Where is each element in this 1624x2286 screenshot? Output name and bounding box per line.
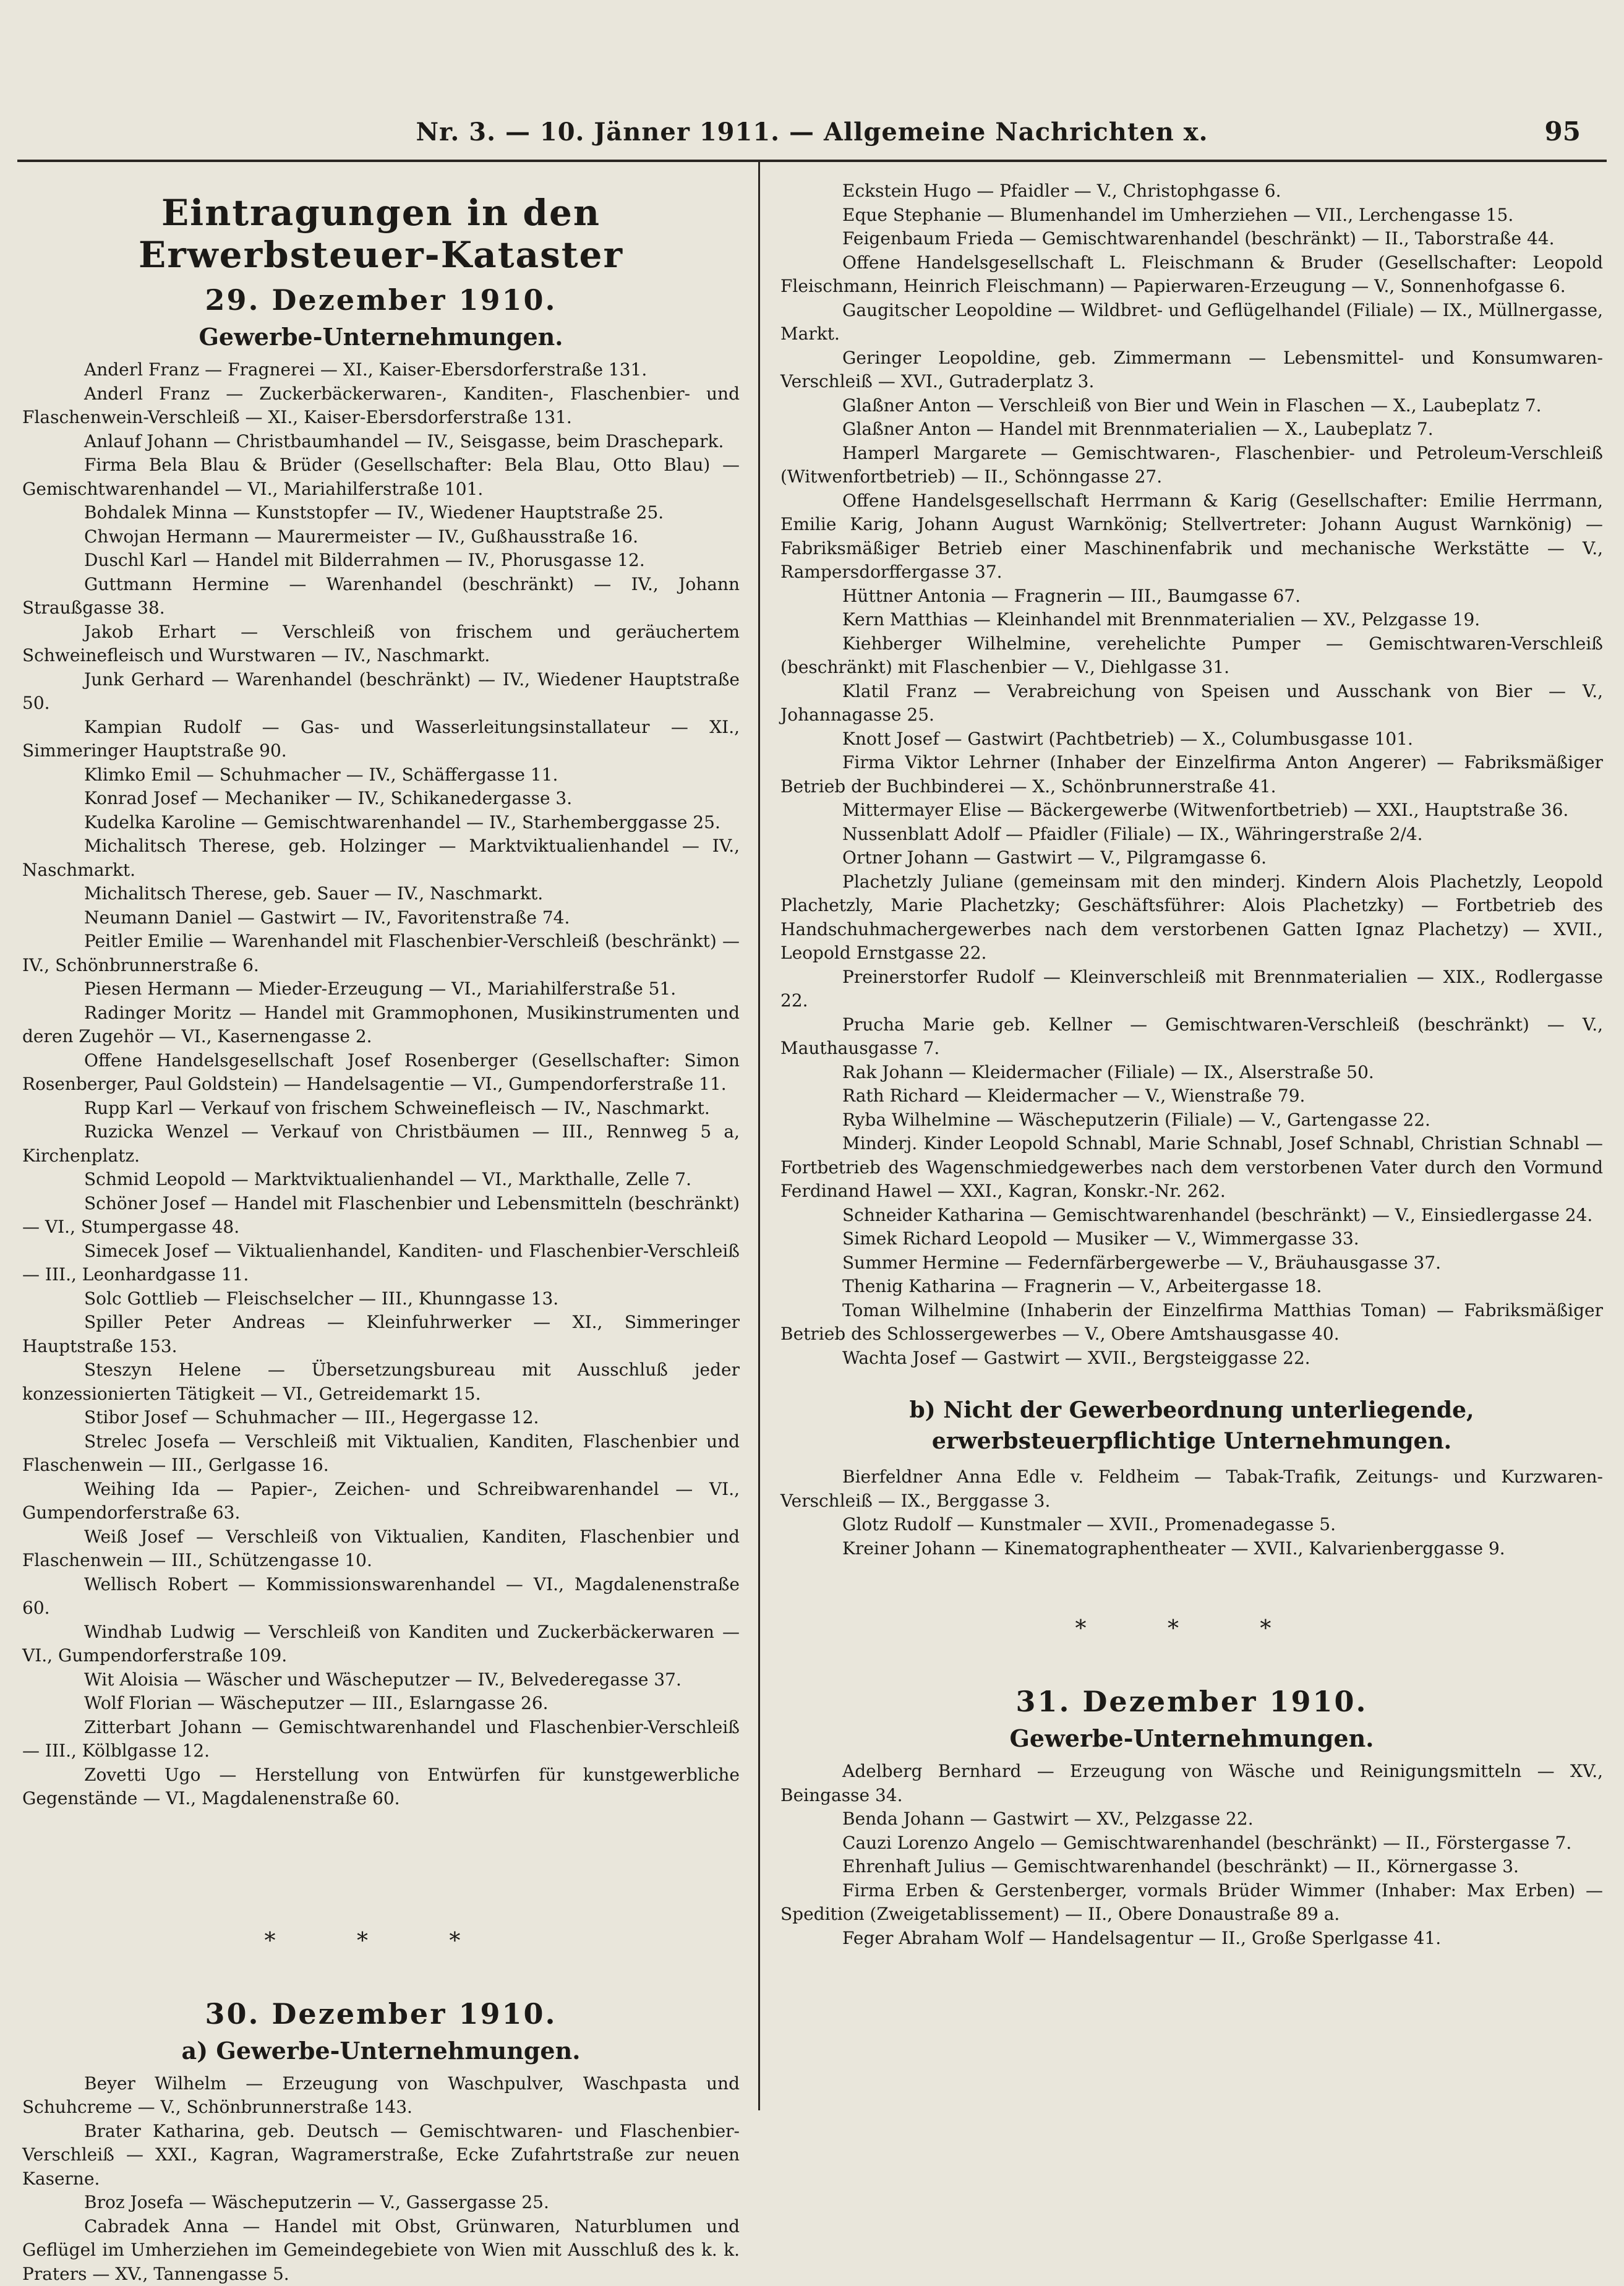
section-heading-31: Gewerbe-Unternehmungen. [780, 1724, 1603, 1752]
register-entry: Junk Gerhard — Warenhandel (beschränkt) — IV., Wiedener Hauptstraße 50. [22, 668, 740, 716]
register-entry: Hamperl Margarete — Gemischtwaren-, Flaschenbier- und Petroleum-Verschleiß (Witwenfortbetrieb) — II., Schönngasse 27. [780, 442, 1603, 489]
register-entry: Cabradek Anna — Handel mit Obst, Grünwaren, Naturblumen und Geflügel im Umherziehen im Gemeindegebiete von Wien mit Ausschluß des k. k. Praters — XV., Tannengasse 5. [22, 2215, 740, 2286]
register-entry: Rak Johann — Kleidermacher (Filiale) — IX., Alserstraße 50. [780, 1061, 1603, 1085]
separator-asterisks: * * * [780, 1616, 1603, 1642]
register-entry: Chwojan Hermann — Maurermeister — IV., Gußhausstraße 16. [22, 525, 740, 549]
header-rule [17, 160, 1607, 162]
register-entry: Kreiner Johann — Kinematographentheater — XVII., Kalvarienberggasse 9. [780, 1537, 1603, 1561]
register-entry: Preinerstorfer Rudolf — Kleinverschleiß mit Brennmaterialien — XIX., Rodlergasse 22. [780, 965, 1603, 1013]
register-entry: Brater Katharina, geb. Deutsch — Gemischtwaren- und Flaschenbier-Verschleiß — XXI., Kagran, Wagramerstraße, Ecke Zufahrtstraße zur neuen Kaserne. [22, 2120, 740, 2191]
register-entry: Kudelka Karoline — Gemischtwarenhandel — IV., Starhemberggasse 25. [22, 811, 740, 835]
register-entry: Glotz Rudolf — Kunstmaler — XVII., Promenadegasse 5. [780, 1513, 1603, 1537]
column-divider [758, 162, 760, 2110]
register-entry: Anlauf Johann — Christbaumhandel — IV., Seisgasse, beim Draschepark. [22, 430, 740, 454]
register-entry: Eque Stephanie — Blumenhandel im Umherziehen — VII., Lerchengasse 15. [780, 203, 1603, 228]
register-entry: Firma Viktor Lehrner (Inhaber der Einzelfirma Anton Angerer) — Fabriksmäßiger Betrieb der Buchbinderei — X., Schönbrunnerstraße 41. [780, 751, 1603, 798]
register-entry: Zovetti Ugo — Herstellung von Entwürfen für kunstgewerbliche Gegenstände — VI., Magdalenenstraße 60. [22, 1763, 740, 1811]
register-entry: Thenig Katharina — Fragnerin — V., Arbeitergasse 18. [780, 1275, 1603, 1299]
register-entry: Neumann Daniel — Gastwirt — IV., Favoritenstraße 74. [22, 906, 740, 930]
section-heading-30b: b) Nicht der Gewerbeordnung unterliegende, erwerbsteuerpflichtige Unternehmungen. [805, 1395, 1578, 1457]
register-entry: Schneider Katharina — Gemischtwarenhandel (beschränkt) — V., Einsiedlergasse 24. [780, 1204, 1603, 1228]
main-title: Eintragungen in den Erwerbsteuer-Kataster [22, 192, 740, 276]
register-entry: Summer Hermine — Federnfärbergewerbe — V., Bräuhausgasse 37. [780, 1251, 1603, 1275]
register-entry: Offene Handelsgesellschaft Josef Rosenberger (Gesellschafter: Simon Rosenberger, Paul Goldstein) — Handelsagentie — VI., Gumpendorferstraße 11. [22, 1049, 740, 1097]
register-entry: Weihing Ida — Papier-, Zeichen- und Schreibwarenhandel — VI., Gumpendorferstraße 63. [22, 1478, 740, 1525]
register-entry: Nussenblatt Adolf — Pfaidler (Filiale) — IX., Währingerstraße 2/4. [780, 823, 1603, 847]
register-entry: Ortner Johann — Gastwirt — V., Pilgramgasse 6. [780, 846, 1603, 870]
entry-list-31 [780, 1760, 1603, 1950]
register-entry: Solc Gottlieb — Fleischselcher — III., Khunngasse 13. [22, 1287, 740, 1311]
page-number: 95 [1545, 116, 1581, 147]
register-entry: Feigenbaum Frieda — Gemischtwarenhandel (beschränkt) — II., Taborstraße 44. [780, 227, 1603, 251]
register-entry: Wolf Florian — Wäscheputzer — III., Eslarngasse 26. [22, 1692, 740, 1716]
register-entry: Windhab Ludwig — Verschleiß von Kanditen und Zuckerbäckerwaren — VI., Gumpendorferstraße 109. [22, 1620, 740, 1668]
register-entry: Toman Wilhelmine (Inhaberin der Einzelfirma Matthias Toman) — Fabriksmäßiger Betrieb des Schlossergewerbes — V., Obere Amtshausgasse 40. [780, 1299, 1603, 1346]
register-entry: Beyer Wilhelm — Erzeugung von Waschpulver, Waschpasta und Schuhcreme — V., Schönbrunnerstraße 143. [22, 2072, 740, 2120]
register-entry: Rupp Karl — Verkauf von frischem Schweinefleisch — IV., Naschmarkt. [22, 1097, 740, 1121]
register-entry: Rath Richard — Kleidermacher — V., Wienstraße 79. [780, 1084, 1603, 1108]
register-entry: Glaßner Anton — Handel mit Brennmaterialien — X., Laubeplatz 7. [780, 417, 1603, 442]
register-entry: Hüttner Antonia — Fragnerin — III., Baumgasse 67. [780, 584, 1603, 609]
register-entry: Kampian Rudolf — Gas- und Wasserleitungsinstallateur — XI., Simmeringer Hauptstraße 90. [22, 716, 740, 763]
register-entry: Stibor Josef — Schuhmacher — III., Hegergasse 12. [22, 1406, 740, 1430]
register-entry: Bohdalek Minna — Kunststopfer — IV., Wiedener Hauptstraße 25. [22, 501, 740, 525]
date-heading-29: 29. Dezember 1910. [22, 283, 740, 317]
register-entry: Gaugitscher Leopoldine — Wildbret- und Geflügelhandel (Filiale) — IX., Müllnergasse, Markt. [780, 299, 1603, 346]
register-entry: Broz Josefa — Wäscheputzerin — V., Gassergasse 25. [22, 2191, 740, 2215]
register-entry: Adelberg Bernhard — Erzeugung von Wäsche und Reinigungsmitteln — XV., Beingasse 34. [780, 1760, 1603, 1807]
register-entry: Guttmann Hermine — Warenhandel (beschränkt) — IV., Johann Straußgasse 38. [22, 573, 740, 620]
issue-line: Nr. 3. — 10. Jänner 1911. — Allgemeine Nachrichten x. [0, 118, 1624, 147]
register-entry: Ehrenhaft Julius — Gemischtwarenhandel (beschränkt) — II., Körnergasse 3. [780, 1855, 1603, 1879]
register-entry: Jakob Erhart — Verschleiß von frischem und geräuchertem Schweinefleisch und Wurstwaren — IV., Naschmarkt. [22, 620, 740, 668]
register-entry: Schmid Leopold — Marktviktualienhandel — VI., Markthalle, Zelle 7. [22, 1168, 740, 1192]
register-entry: Konrad Josef — Mechaniker — IV., Schikanedergasse 3. [22, 787, 740, 811]
register-entry: Plachetzly Juliane (gemeinsam mit den minderj. Kindern Alois Plachetzly, Leopold Plachetzly, Marie Plachetzky; Geschäftsführer: Alois Plachetzky) — Fortbetrieb des Handschuhmachergewerbes nach dem verstorbenen Gatten Ignaz Plachetzy) — XVII., Leopold Ernstgasse 22. [780, 870, 1603, 965]
date-heading-31: 31. Dezember 1910. [780, 1685, 1603, 1718]
register-entry: Minderj. Kinder Leopold Schnabl, Marie Schnabl, Josef Schnabl, Christian Schnabl — Fortbetrieb des Wagenschmiedgewerbes nach dem verstorbenen Vater durch den Vormund Ferdinand Hawel — XXI., Kagran, Konskr.-Nr. 262. [780, 1132, 1603, 1204]
section-heading-29: Gewerbe-Unternehmungen. [22, 323, 740, 351]
register-entry: Weiß Josef — Verschleiß von Viktualien, Kanditen, Flaschenbier und Flaschenwein — III., Schützengasse 10. [22, 1525, 740, 1573]
register-entry: Glaßner Anton — Verschleiß von Bier und Wein in Flaschen — X., Laubeplatz 7. [780, 394, 1603, 418]
entry-list-30a [22, 2072, 740, 2286]
register-entry: Strelec Josefa — Verschleiß mit Viktualien, Kanditen, Flaschenbier und Flaschenwein — III., Gerlgasse 16. [22, 1430, 740, 1478]
entry-list-30a-continued [780, 179, 1603, 1370]
register-entry: Peitler Emilie — Warenhandel mit Flaschenbier-Verschleiß (beschränkt) — IV., Schönbrunnerstraße 6. [22, 930, 740, 977]
register-entry: Eckstein Hugo — Pfaidler — V., Christophgasse 6. [780, 179, 1603, 203]
register-entry: Anderl Franz — Zuckerbäckerwaren-, Kanditen-, Flaschenbier- und Flaschenwein-Verschleiß — XI., Kaiser-Ebersdorferstraße 131. [22, 382, 740, 430]
register-entry: Wit Aloisia — Wäscher und Wäscheputzer — IV., Belvederegasse 37. [22, 1668, 740, 1692]
register-entry: Schöner Josef — Handel mit Flaschenbier und Lebensmitteln (beschränkt) — VI., Stumpergasse 48. [22, 1192, 740, 1239]
register-entry: Firma Bela Blau & Brüder (Gesellschafter: Bela Blau, Otto Blau) — Gemischtwarenhandel — VI., Mariahilferstraße 101. [22, 453, 740, 501]
page-header [0, 0, 1624, 148]
register-entry: Kiehberger Wilhelmine, verehelichte Pumper — Gemischtwaren-Verschleiß (beschränkt) mit Flaschenbier — V., Diehlgasse 31. [780, 632, 1603, 680]
left-column [22, 179, 740, 2115]
right-column [780, 179, 1603, 2115]
register-entry: Simek Richard Leopold — Musiker — V., Wimmergasse 33. [780, 1227, 1603, 1251]
entry-list-30b [780, 1465, 1603, 1560]
register-entry: Duschl Karl — Handel mit Bilderrahmen — IV., Phorusgasse 12. [22, 549, 740, 573]
register-entry: Prucha Marie geb. Kellner — Gemischtwaren-Verschleiß (beschränkt) — V., Mauthausgasse 7. [780, 1013, 1603, 1061]
register-entry: Kern Matthias — Kleinhandel mit Brennmaterialien — XV., Pelzgasse 19. [780, 608, 1603, 632]
register-entry: Piesen Hermann — Mieder-Erzeugung — VI., Mariahilferstraße 51. [22, 977, 740, 1001]
register-entry: Michalitsch Therese, geb. Sauer — IV., Naschmarkt. [22, 882, 740, 906]
register-entry: Offene Handelsgesellschaft L. Fleischmann & Bruder (Gesellschafter: Leopold Fleischmann, Heinrich Fleischmann) — Papierwaren-Erzeugung — V., Sonnenhofgasse 6. [780, 251, 1603, 299]
register-entry: Zitterbart Johann — Gemischtwarenhandel und Flaschenbier-Verschleiß — III., Kölblgasse 12. [22, 1716, 740, 1763]
register-entry: Firma Erben & Gerstenberger, vormals Brüder Wimmer (Inhaber: Max Erben) — Spedition (Zweigetablissement) — II., Obere Donaustraße 89 a. [780, 1879, 1603, 1927]
separator-asterisks: * * * [22, 1929, 740, 1954]
register-entry: Feger Abraham Wolf — Handelsagentur — II., Große Sperlgasse 41. [780, 1927, 1603, 1951]
register-entry: Mittermayer Elise — Bäckergewerbe (Witwenfortbetrieb) — XXI., Hauptstraße 36. [780, 798, 1603, 823]
register-entry: Bierfeldner Anna Edle v. Feldheim — Tabak-Trafik, Zeitungs- und Kurzwaren-Verschleiß — IX., Berggasse 3. [780, 1465, 1603, 1513]
section-heading-30a: a) Gewerbe-Unternehmungen. [22, 2037, 740, 2065]
register-entry: Knott Josef — Gastwirt (Pachtbetrieb) — X., Columbusgasse 101. [780, 727, 1603, 751]
register-entry: Benda Johann — Gastwirt — XV., Pelzgasse 22. [780, 1807, 1603, 1831]
register-entry: Spiller Peter Andreas — Kleinfuhrwerker — XI., Simmeringer Hauptstraße 153. [22, 1311, 740, 1358]
date-heading-30: 30. Dezember 1910. [22, 1997, 740, 2031]
register-entry: Ruzicka Wenzel — Verkauf von Christbäumen — III., Rennweg 5 a, Kirchenplatz. [22, 1120, 740, 1168]
register-entry: Klatil Franz — Verabreichung von Speisen und Ausschank von Bier — V., Johannagasse 25. [780, 680, 1603, 727]
register-entry: Anderl Franz — Fragnerei — XI., Kaiser-Ebersdorferstraße 131. [22, 358, 740, 382]
register-entry: Wellisch Robert — Kommissionswarenhandel — VI., Magdalenenstraße 60. [22, 1573, 740, 1620]
register-entry: Geringer Leopoldine, geb. Zimmermann — Lebensmittel- und Konsumwaren-Verschleiß — XVI., Gutraderplatz 3. [780, 346, 1603, 394]
register-entry: Ryba Wilhelmine — Wäscheputzerin (Filiale) — V., Gartengasse 22. [780, 1108, 1603, 1132]
register-entry: Offene Handelsgesellschaft Herrmann & Karig (Gesellschafter: Emilie Herrmann, Emilie Karig, Johann August Warnkönig; Stellvertreter: Johann August Warnkönig) — Fabriksmäßiger Betrieb einer Maschinenfabrik und mechanische Werkstätte — V., Rampersdorffergasse 37. [780, 489, 1603, 584]
entry-list-29 [22, 358, 740, 1811]
register-entry: Wachta Josef — Gastwirt — XVII., Bergsteiggasse 22. [780, 1346, 1603, 1371]
register-entry: Simecek Josef — Viktualienhandel, Kanditen- und Flaschenbier-Verschleiß — III., Leonhardgasse 11. [22, 1239, 740, 1287]
register-entry: Klimko Emil — Schuhmacher — IV., Schäffergasse 11. [22, 763, 740, 787]
register-entry: Michalitsch Therese, geb. Holzinger — Marktviktualienhandel — IV., Naschmarkt. [22, 834, 740, 882]
register-entry: Cauzi Lorenzo Angelo — Gemischtwarenhandel (beschränkt) — II., Förstergasse 7. [780, 1831, 1603, 1856]
register-entry: Radinger Moritz — Handel mit Grammophonen, Musikinstrumenten und deren Zugehör — VI., Kasernengasse 2. [22, 1001, 740, 1049]
register-entry: Steszyn Helene — Übersetzungsbureau mit Ausschluß jeder konzessionierten Tätigkeit — VI., Getreidemarkt 15. [22, 1358, 740, 1406]
